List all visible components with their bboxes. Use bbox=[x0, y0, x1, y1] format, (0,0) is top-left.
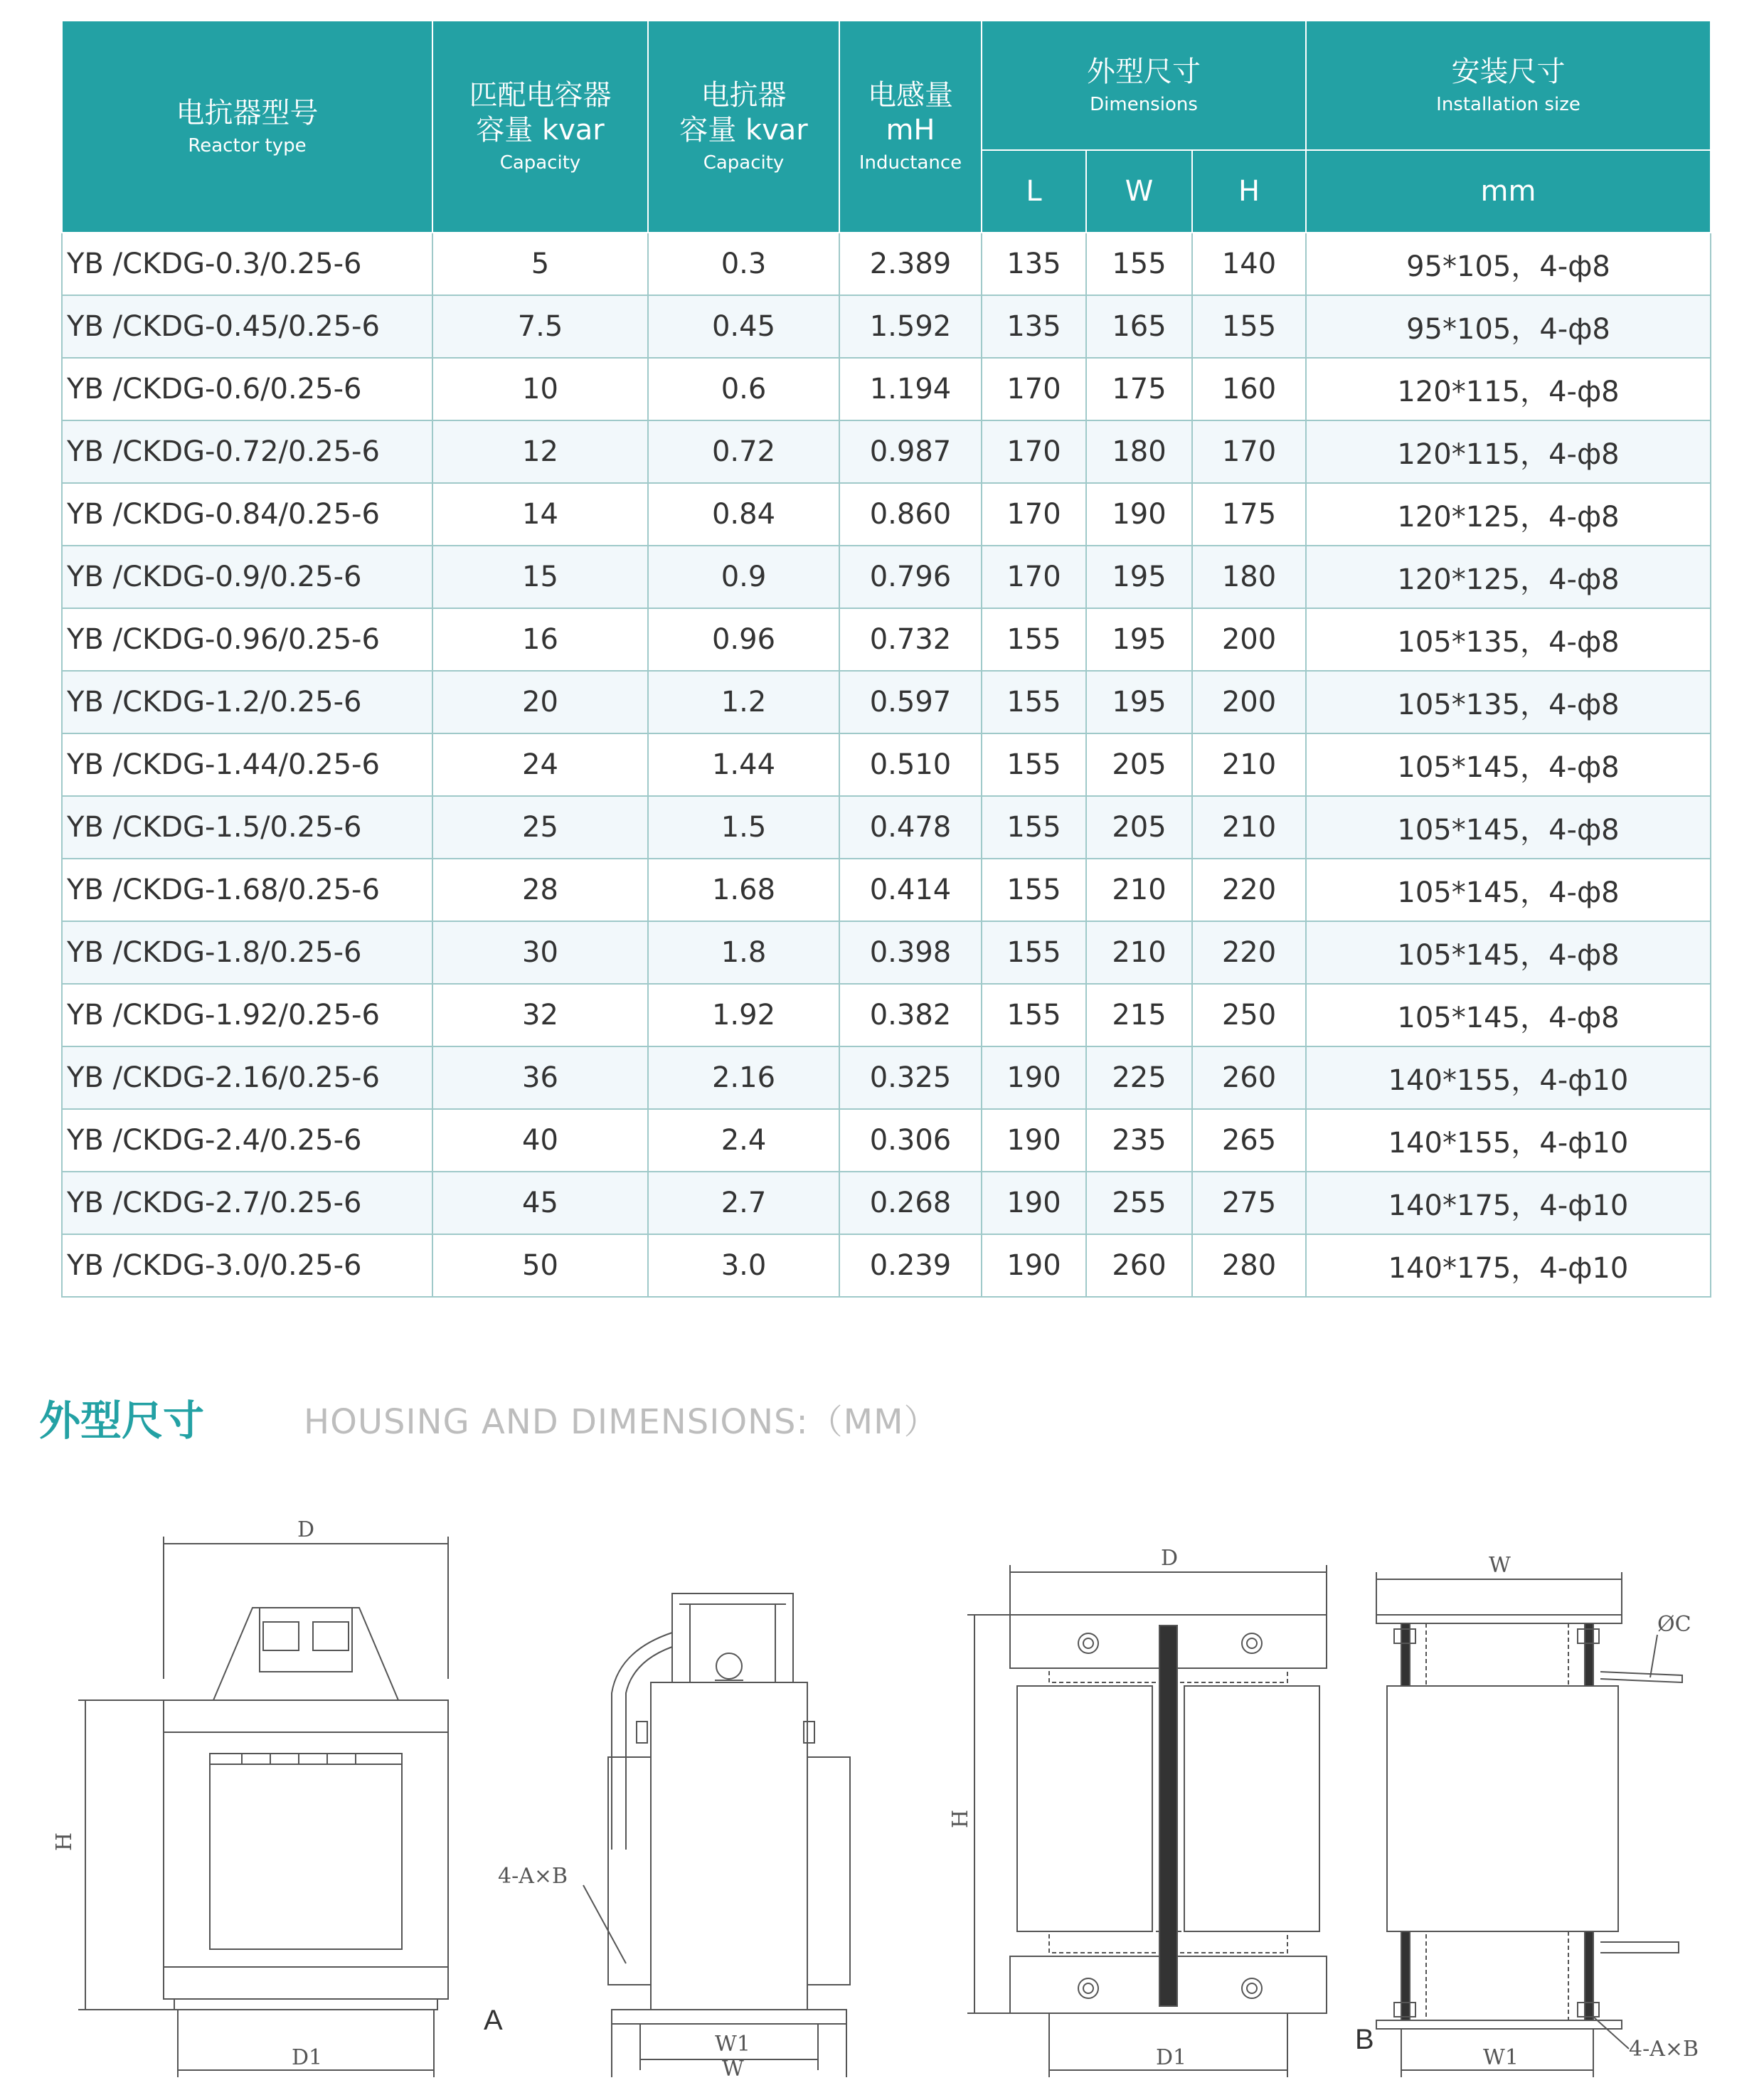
cell-cap: 24 bbox=[432, 733, 648, 796]
cell-cap: 45 bbox=[432, 1172, 648, 1234]
cell-rcap: 1.2 bbox=[648, 671, 839, 733]
header-l: L bbox=[982, 150, 1086, 233]
cell-w: 195 bbox=[1086, 546, 1192, 608]
cell-h: 160 bbox=[1192, 358, 1306, 420]
table-row bbox=[62, 358, 1711, 420]
cell-inst: 95*105，4-ф8 bbox=[1306, 295, 1711, 358]
cell-inst: 140*175，4-ф10 bbox=[1306, 1172, 1711, 1234]
cell-l: 190 bbox=[982, 1234, 1086, 1297]
b-label-w1: W1 bbox=[1483, 2045, 1519, 2070]
cell-rcap: 2.4 bbox=[648, 1109, 839, 1172]
cell-inst: 105*145，4-ф8 bbox=[1306, 859, 1711, 921]
drawing-b-label: B bbox=[1355, 2024, 1374, 2055]
cell-rcap: 1.92 bbox=[648, 984, 839, 1046]
section-title-en: HOUSING AND DIMENSIONS:（MM） bbox=[304, 1402, 939, 1442]
header-dimensions: 外型尺寸 Dimensions bbox=[982, 21, 1306, 150]
cell-ind: 0.597 bbox=[839, 671, 982, 733]
cell-cap: 30 bbox=[432, 921, 648, 984]
cell-ind: 0.306 bbox=[839, 1109, 982, 1172]
cell-h: 140 bbox=[1192, 233, 1306, 295]
cell-ind: 0.732 bbox=[839, 608, 982, 671]
table-row bbox=[62, 1234, 1711, 1297]
cell-l: 155 bbox=[982, 796, 1086, 859]
cell-inst: 105*135，4-ф8 bbox=[1306, 608, 1711, 671]
cell-cap: 25 bbox=[432, 796, 648, 859]
cell-h: 155 bbox=[1192, 295, 1306, 358]
cell-model: YB /CKDG-2.16/0.25-6 bbox=[62, 1046, 432, 1109]
cell-l: 190 bbox=[982, 1109, 1086, 1172]
cell-inst: 120*115，4-ф8 bbox=[1306, 420, 1711, 483]
cell-h: 275 bbox=[1192, 1172, 1306, 1234]
cell-model: YB /CKDG-0.96/0.25-6 bbox=[62, 608, 432, 671]
table-row bbox=[62, 420, 1711, 483]
header-w: W bbox=[1086, 150, 1192, 233]
drawing-a-side-view bbox=[498, 1593, 850, 2077]
cell-rcap: 0.84 bbox=[648, 483, 839, 546]
cell-w: 235 bbox=[1086, 1109, 1192, 1172]
table-row bbox=[62, 608, 1711, 671]
drawing-a-front-view bbox=[52, 1517, 448, 2077]
b-label-phi: ØC bbox=[1657, 1612, 1691, 1637]
cell-w: 175 bbox=[1086, 358, 1192, 420]
cell-cap: 12 bbox=[432, 420, 648, 483]
cell-rcap: 2.7 bbox=[648, 1172, 839, 1234]
cell-l: 170 bbox=[982, 358, 1086, 420]
cell-ind: 0.796 bbox=[839, 546, 982, 608]
cell-l: 155 bbox=[982, 671, 1086, 733]
cell-l: 155 bbox=[982, 859, 1086, 921]
cell-cap: 28 bbox=[432, 859, 648, 921]
cell-cap: 50 bbox=[432, 1234, 648, 1297]
cell-rcap: 0.72 bbox=[648, 420, 839, 483]
cell-ind: 0.860 bbox=[839, 483, 982, 546]
cell-inst: 120*125，4-ф8 bbox=[1306, 546, 1711, 608]
header-h: H bbox=[1192, 150, 1306, 233]
table-row bbox=[62, 733, 1711, 796]
cell-h: 265 bbox=[1192, 1109, 1306, 1172]
cell-w: 210 bbox=[1086, 859, 1192, 921]
a-label-h: H bbox=[52, 1832, 77, 1851]
table-row bbox=[62, 859, 1711, 921]
cell-model: YB /CKDG-1.44/0.25-6 bbox=[62, 733, 432, 796]
cell-l: 155 bbox=[982, 984, 1086, 1046]
cell-w: 155 bbox=[1086, 233, 1192, 295]
cell-w: 195 bbox=[1086, 671, 1192, 733]
cell-ind: 2.389 bbox=[839, 233, 982, 295]
cell-ind: 0.987 bbox=[839, 420, 982, 483]
cell-h: 260 bbox=[1192, 1046, 1306, 1109]
cell-model: YB /CKDG-2.4/0.25-6 bbox=[62, 1109, 432, 1172]
cell-rcap: 2.16 bbox=[648, 1046, 839, 1109]
cell-model: YB /CKDG-0.84/0.25-6 bbox=[62, 483, 432, 546]
cell-model: YB /CKDG-1.5/0.25-6 bbox=[62, 796, 432, 859]
cell-h: 220 bbox=[1192, 921, 1306, 984]
cell-w: 165 bbox=[1086, 295, 1192, 358]
a-label-w: W bbox=[722, 2057, 744, 2077]
cell-model: YB /CKDG-1.92/0.25-6 bbox=[62, 984, 432, 1046]
cell-rcap: 1.68 bbox=[648, 859, 839, 921]
cell-w: 255 bbox=[1086, 1172, 1192, 1234]
cell-l: 190 bbox=[982, 1046, 1086, 1109]
header-installation-size: 安装尺寸 Installation size bbox=[1306, 21, 1711, 150]
a-label-w1: W1 bbox=[715, 2032, 750, 2057]
b-label-hole: 4-A×B bbox=[1629, 2037, 1699, 2062]
cell-inst: 120*125，4-ф8 bbox=[1306, 483, 1711, 546]
table-row bbox=[62, 796, 1711, 859]
cell-l: 135 bbox=[982, 233, 1086, 295]
cell-rcap: 1.5 bbox=[648, 796, 839, 859]
cell-model: YB /CKDG-0.45/0.25-6 bbox=[62, 295, 432, 358]
cell-cap: 14 bbox=[432, 483, 648, 546]
cell-model: YB /CKDG-3.0/0.25-6 bbox=[62, 1234, 432, 1297]
cell-inst: 140*155，4-ф10 bbox=[1306, 1109, 1711, 1172]
cell-cap: 32 bbox=[432, 984, 648, 1046]
cell-h: 200 bbox=[1192, 608, 1306, 671]
cell-h: 280 bbox=[1192, 1234, 1306, 1297]
cell-rcap: 0.45 bbox=[648, 295, 839, 358]
a-label-d1: D1 bbox=[292, 2045, 323, 2070]
b-label-h: H bbox=[948, 1809, 973, 1828]
cell-cap: 15 bbox=[432, 546, 648, 608]
cell-model: YB /CKDG-1.2/0.25-6 bbox=[62, 671, 432, 733]
cell-w: 205 bbox=[1086, 796, 1192, 859]
cell-model: YB /CKDG-0.6/0.25-6 bbox=[62, 358, 432, 420]
cell-cap: 16 bbox=[432, 608, 648, 671]
cell-ind: 0.325 bbox=[839, 1046, 982, 1109]
cell-model: YB /CKDG-2.7/0.25-6 bbox=[62, 1172, 432, 1234]
cell-l: 155 bbox=[982, 921, 1086, 984]
b-label-d: D bbox=[1161, 1546, 1179, 1571]
cell-l: 170 bbox=[982, 483, 1086, 546]
b-label-w: W bbox=[1489, 1553, 1511, 1578]
drawing-b-side-view bbox=[1376, 1553, 1699, 2077]
cell-w: 260 bbox=[1086, 1234, 1192, 1297]
table-row bbox=[62, 1109, 1711, 1172]
drawing-b-front-view bbox=[948, 1546, 1327, 2077]
header-inductance: 电感量 mH Inductance bbox=[839, 21, 982, 233]
table-row bbox=[62, 233, 1711, 295]
cell-cap: 36 bbox=[432, 1046, 648, 1109]
cell-h: 210 bbox=[1192, 796, 1306, 859]
cell-rcap: 0.96 bbox=[648, 608, 839, 671]
table-row bbox=[62, 1172, 1711, 1234]
table-row bbox=[62, 546, 1711, 608]
table-row bbox=[62, 671, 1711, 733]
cell-rcap: 1.8 bbox=[648, 921, 839, 984]
cell-inst: 105*145，4-ф8 bbox=[1306, 921, 1711, 984]
drawing-a-label: A bbox=[484, 2005, 503, 2036]
cell-cap: 40 bbox=[432, 1109, 648, 1172]
cell-cap: 5 bbox=[432, 233, 648, 295]
cell-model: YB /CKDG-0.9/0.25-6 bbox=[62, 546, 432, 608]
cell-h: 170 bbox=[1192, 420, 1306, 483]
cell-ind: 1.194 bbox=[839, 358, 982, 420]
cell-w: 210 bbox=[1086, 921, 1192, 984]
table-row bbox=[62, 483, 1711, 546]
cell-cap: 20 bbox=[432, 671, 648, 733]
table-body bbox=[62, 233, 1711, 1297]
cell-inst: 105*145，4-ф8 bbox=[1306, 733, 1711, 796]
cell-model: YB /CKDG-1.68/0.25-6 bbox=[62, 859, 432, 921]
cell-rcap: 0.3 bbox=[648, 233, 839, 295]
header-reactor-type: 电抗器型号 Reactor type bbox=[62, 21, 432, 233]
cell-ind: 0.478 bbox=[839, 796, 982, 859]
b-label-d1: D1 bbox=[1156, 2045, 1187, 2070]
cell-inst: 105*145，4-ф8 bbox=[1306, 796, 1711, 859]
header-capacitor-capacity: 匹配电容器 容量 kvar Capacity bbox=[432, 21, 648, 233]
cell-l: 170 bbox=[982, 420, 1086, 483]
cell-w: 205 bbox=[1086, 733, 1192, 796]
cell-ind: 0.268 bbox=[839, 1172, 982, 1234]
cell-inst: 120*115，4-ф8 bbox=[1306, 358, 1711, 420]
cell-ind: 1.592 bbox=[839, 295, 982, 358]
cell-l: 190 bbox=[982, 1172, 1086, 1234]
cell-w: 225 bbox=[1086, 1046, 1192, 1109]
cell-w: 190 bbox=[1086, 483, 1192, 546]
cell-model: YB /CKDG-0.3/0.25-6 bbox=[62, 233, 432, 295]
cell-h: 250 bbox=[1192, 984, 1306, 1046]
table-row bbox=[62, 295, 1711, 358]
cell-w: 195 bbox=[1086, 608, 1192, 671]
cell-ind: 0.398 bbox=[839, 921, 982, 984]
cell-ind: 0.382 bbox=[839, 984, 982, 1046]
cell-model: YB /CKDG-1.8/0.25-6 bbox=[62, 921, 432, 984]
cell-h: 220 bbox=[1192, 859, 1306, 921]
cell-rcap: 3.0 bbox=[648, 1234, 839, 1297]
cell-w: 180 bbox=[1086, 420, 1192, 483]
a-label-d: D bbox=[297, 1517, 315, 1542]
cell-l: 170 bbox=[982, 546, 1086, 608]
cell-l: 155 bbox=[982, 733, 1086, 796]
cell-h: 180 bbox=[1192, 546, 1306, 608]
cell-model: YB /CKDG-0.72/0.25-6 bbox=[62, 420, 432, 483]
cell-inst: 140*175，4-ф10 bbox=[1306, 1234, 1711, 1297]
dimension-drawings bbox=[0, 1480, 1764, 2077]
cell-cap: 7.5 bbox=[432, 295, 648, 358]
cell-w: 215 bbox=[1086, 984, 1192, 1046]
cell-ind: 0.239 bbox=[839, 1234, 982, 1297]
spec-table bbox=[61, 20, 1711, 1298]
table-row bbox=[62, 921, 1711, 984]
section-title-cn: 外型尺寸 bbox=[39, 1396, 205, 1445]
cell-inst: 105*145，4-ф8 bbox=[1306, 984, 1711, 1046]
cell-rcap: 0.9 bbox=[648, 546, 839, 608]
a-label-hole: 4-A×B bbox=[498, 1864, 568, 1889]
header-mm: mm bbox=[1306, 150, 1711, 233]
cell-l: 135 bbox=[982, 295, 1086, 358]
cell-h: 175 bbox=[1192, 483, 1306, 546]
cell-rcap: 1.44 bbox=[648, 733, 839, 796]
cell-l: 155 bbox=[982, 608, 1086, 671]
header-reactor-capacity: 电抗器 容量 kvar Capacity bbox=[648, 21, 839, 233]
cell-inst: 95*105，4-ф8 bbox=[1306, 233, 1711, 295]
cell-inst: 105*135，4-ф8 bbox=[1306, 671, 1711, 733]
cell-inst: 140*155，4-ф10 bbox=[1306, 1046, 1711, 1109]
cell-ind: 0.510 bbox=[839, 733, 982, 796]
cell-h: 200 bbox=[1192, 671, 1306, 733]
cell-rcap: 0.6 bbox=[648, 358, 839, 420]
cell-ind: 0.414 bbox=[839, 859, 982, 921]
cell-h: 210 bbox=[1192, 733, 1306, 796]
table-row bbox=[62, 984, 1711, 1046]
table-row bbox=[62, 1046, 1711, 1109]
cell-cap: 10 bbox=[432, 358, 648, 420]
